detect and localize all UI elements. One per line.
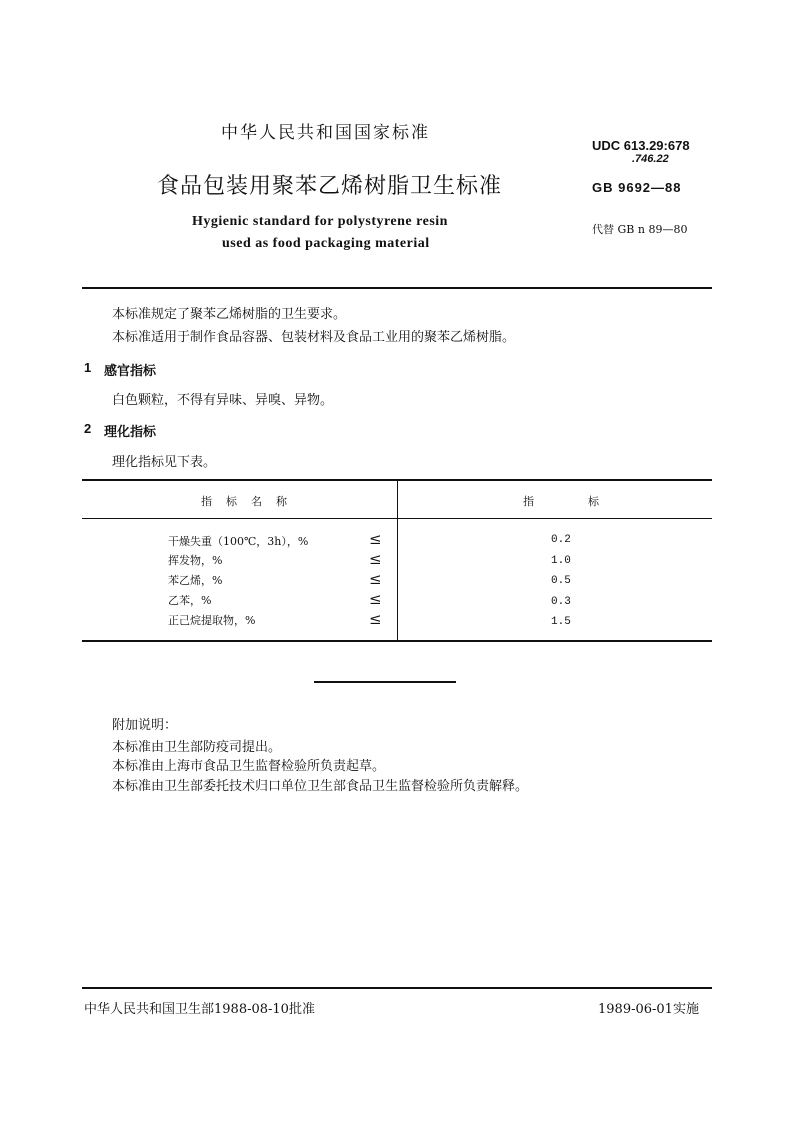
section-2-heading: 理化指标 (104, 425, 157, 440)
notes-line-3: 本标准由卫生部委托技术归口单位卫生部食品卫生监督检验所负责解释。 (112, 779, 529, 794)
table-column-divider (397, 479, 398, 641)
row-operator: ≤ (369, 530, 382, 548)
row-operator: ≤ (369, 570, 382, 588)
header-divider (82, 287, 712, 289)
national-standard-label: 中华人民共和国国家标准 (221, 123, 430, 143)
row-value: 1.5 (551, 616, 571, 628)
document-title-cn: 食品包装用聚苯乙烯树脂卫生标准 (157, 174, 503, 199)
row-name: 苯乙烯，% (168, 574, 223, 587)
gb-code: GB 9692—88 (592, 180, 682, 195)
section-1-heading: 感官指标 (104, 364, 157, 379)
table-header-name: 指标名称 (201, 495, 301, 508)
row-value: 0.3 (551, 596, 571, 608)
udc-code: UDC 613.29:678 (592, 138, 690, 153)
row-value: 0.5 (551, 575, 571, 587)
document-title-en-line1: Hygienic standard for polystyrene resin (192, 214, 448, 229)
notes-line-1: 本标准由卫生部防疫司提出。 (112, 740, 282, 755)
document-title-en-line2: used as food packaging material (222, 236, 430, 251)
row-operator: ≤ (369, 550, 382, 568)
footer-divider (82, 987, 712, 989)
replaces-standard: 代替 GB n 89—80 (592, 223, 688, 236)
row-name: 干燥失重（100℃，3h），% (168, 535, 309, 548)
notes-title: 附加说明： (112, 718, 178, 733)
row-value: 1.0 (551, 555, 571, 567)
intro-line-1: 本标准规定了聚苯乙烯树脂的卫生要求。 (112, 307, 347, 322)
row-name: 挥发物，% (168, 554, 223, 567)
approval-date: 中华人民共和国卫生部1988-08-10批准 (84, 1002, 315, 1017)
udc-code-continued: .746.22 (632, 153, 669, 165)
row-operator: ≤ (369, 590, 382, 608)
section-2-number: 2 (84, 421, 92, 436)
table-header-value: 指标 (523, 495, 653, 508)
row-value: 0.2 (551, 534, 571, 546)
intro-line-2: 本标准适用于制作食品容器、包装材料及食品工业用的聚苯乙烯树脂。 (112, 330, 516, 345)
effective-date: 1989-06-01实施 (598, 1002, 699, 1017)
row-name: 乙苯，% (168, 594, 212, 607)
notes-line-2: 本标准由上海市食品卫生监督检验所负责起草。 (112, 759, 386, 774)
section-1-number: 1 (84, 360, 92, 375)
section-1-text: 白色颗粒，不得有异味、异嗅、异物。 (112, 393, 334, 408)
end-of-text-rule (314, 681, 456, 683)
section-2-text: 理化指标见下表。 (112, 455, 217, 470)
row-name: 正己烷提取物，% (168, 614, 256, 627)
row-operator: ≤ (369, 610, 382, 628)
